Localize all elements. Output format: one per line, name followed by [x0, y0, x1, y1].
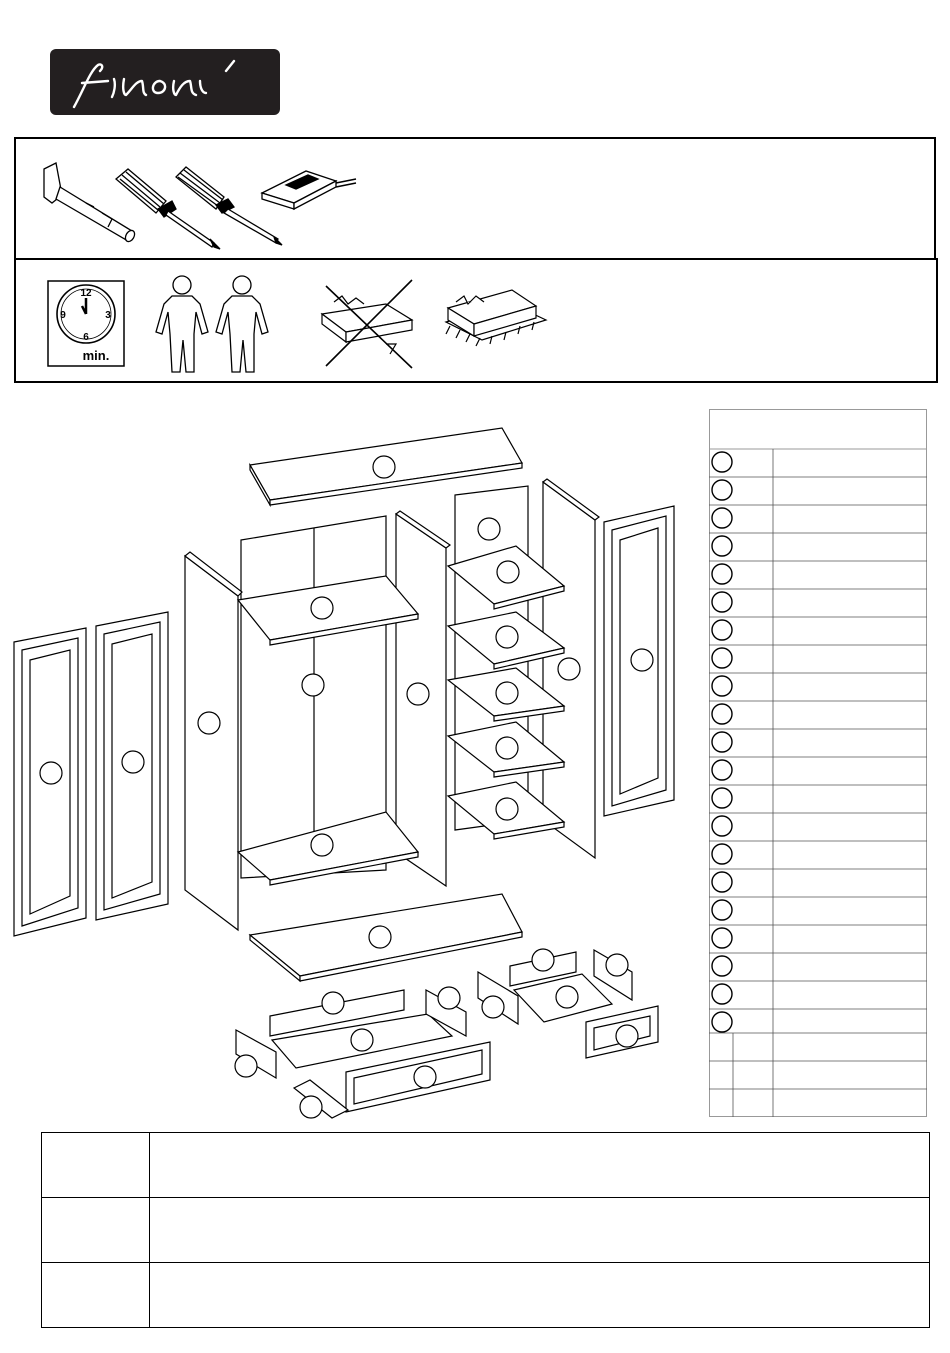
notes-row — [42, 1133, 930, 1198]
clock-3: 3 — [105, 310, 111, 321]
clock-unit: min. — [82, 348, 110, 363]
notes-row-text — [150, 1198, 930, 1263]
soft-surface-icon — [446, 290, 546, 346]
clock-12: 12 — [80, 288, 92, 299]
no-hard-floor-icon — [322, 280, 412, 368]
brand-logo — [50, 49, 280, 115]
assembly-info-panel — [14, 258, 938, 383]
notes-row-text — [150, 1263, 930, 1328]
parts-list-rows — [709, 449, 927, 1117]
notes-row-text — [150, 1133, 930, 1198]
notes-row — [42, 1198, 930, 1263]
notes-row-label — [42, 1198, 150, 1263]
two-persons-icon — [156, 276, 268, 372]
clock-9: 9 — [60, 310, 66, 321]
notes-row-label — [42, 1133, 150, 1198]
notes-row — [42, 1263, 930, 1328]
cordless-drill-icon — [262, 171, 356, 209]
parts-list-table — [709, 409, 927, 1117]
clock-6: 6 — [83, 332, 89, 343]
exploded-assembly-diagram — [0, 400, 705, 1130]
parts-list-circles — [712, 452, 732, 1032]
logo-signature — [50, 49, 280, 115]
notes-row-label — [42, 1263, 150, 1328]
tools-panel — [14, 137, 936, 259]
clock-icon — [48, 281, 124, 366]
panel-side-left — [185, 552, 242, 930]
language-notes-table — [41, 1132, 930, 1328]
